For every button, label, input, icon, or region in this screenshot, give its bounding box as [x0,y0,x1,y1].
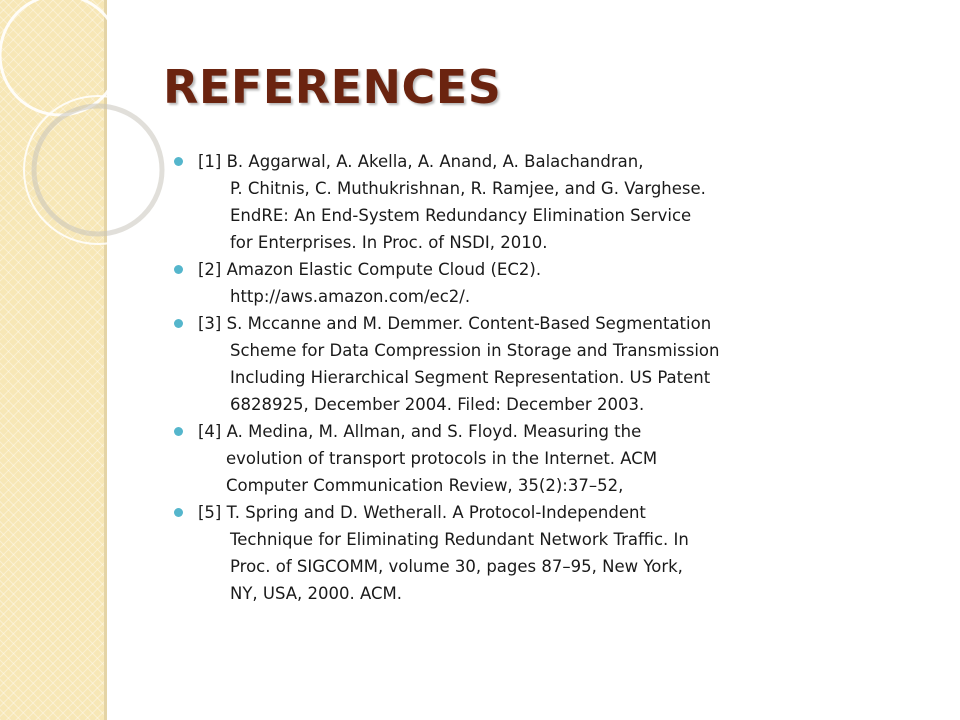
page-title: REFERENCES [163,60,502,114]
reference-line: P. Chitnis, C. Muthukrishnan, R. Ramjee, and G. Varghese. [230,179,706,198]
reference-line: Proc. of SIGCOMM, volume 30, pages 87–95, New York, [230,557,683,576]
bullet-icon [174,319,183,328]
bullet-icon [174,265,183,274]
bullet-icon [174,508,183,517]
reference-line: [4] A. Medina, M. Allman, and S. Floyd. Measuring the [198,422,642,441]
decor-ring-thin [24,96,172,244]
decor-ring-small [34,106,162,234]
reference-item-2 [174,256,934,310]
reference-list [174,148,934,607]
reference-line: for Enterprises. In Proc. of NSDI, 2010. [230,233,548,252]
reference-url: http://aws.amazon.com/ec2/. [230,287,471,306]
reference-line: Computer Communication Review, 35(2):37–52, [226,476,624,495]
reference-item-3 [174,310,934,418]
reference-line: EndRE: An End-System Redundancy Elimination Service [230,206,692,225]
reference-item-4 [174,418,934,499]
reference-line: 6828925, December 2004. Filed: December 2003. [230,395,645,414]
reference-line: [2] Amazon Elastic Compute Cloud (EC2). [198,260,542,279]
decorative-circles-graphic [0,0,180,320]
decor-ring-large [0,0,120,115]
reference-item-1 [174,148,934,256]
bullet-icon [174,427,183,436]
reference-item-5 [174,499,934,607]
bullet-icon [174,157,183,166]
reference-line: NY, USA, 2000. ACM. [230,584,403,603]
reference-line: Including Hierarchical Segment Representation. US Patent [230,368,711,387]
reference-line: Scheme for Data Compression in Storage and Transmission [230,341,720,360]
reference-line: evolution of transport protocols in the Internet. ACM [226,449,658,468]
reference-line: Technique for Eliminating Redundant Network Traffic. In [230,530,689,549]
reference-line: [5] T. Spring and D. Wetherall. A Protocol-Independent [198,503,646,522]
reference-line: [3] S. Mccanne and M. Demmer. Content-Based Segmentation [198,314,712,333]
reference-line: [1] B. Aggarwal, A. Akella, A. Anand, A. Balachandran, [198,152,644,171]
